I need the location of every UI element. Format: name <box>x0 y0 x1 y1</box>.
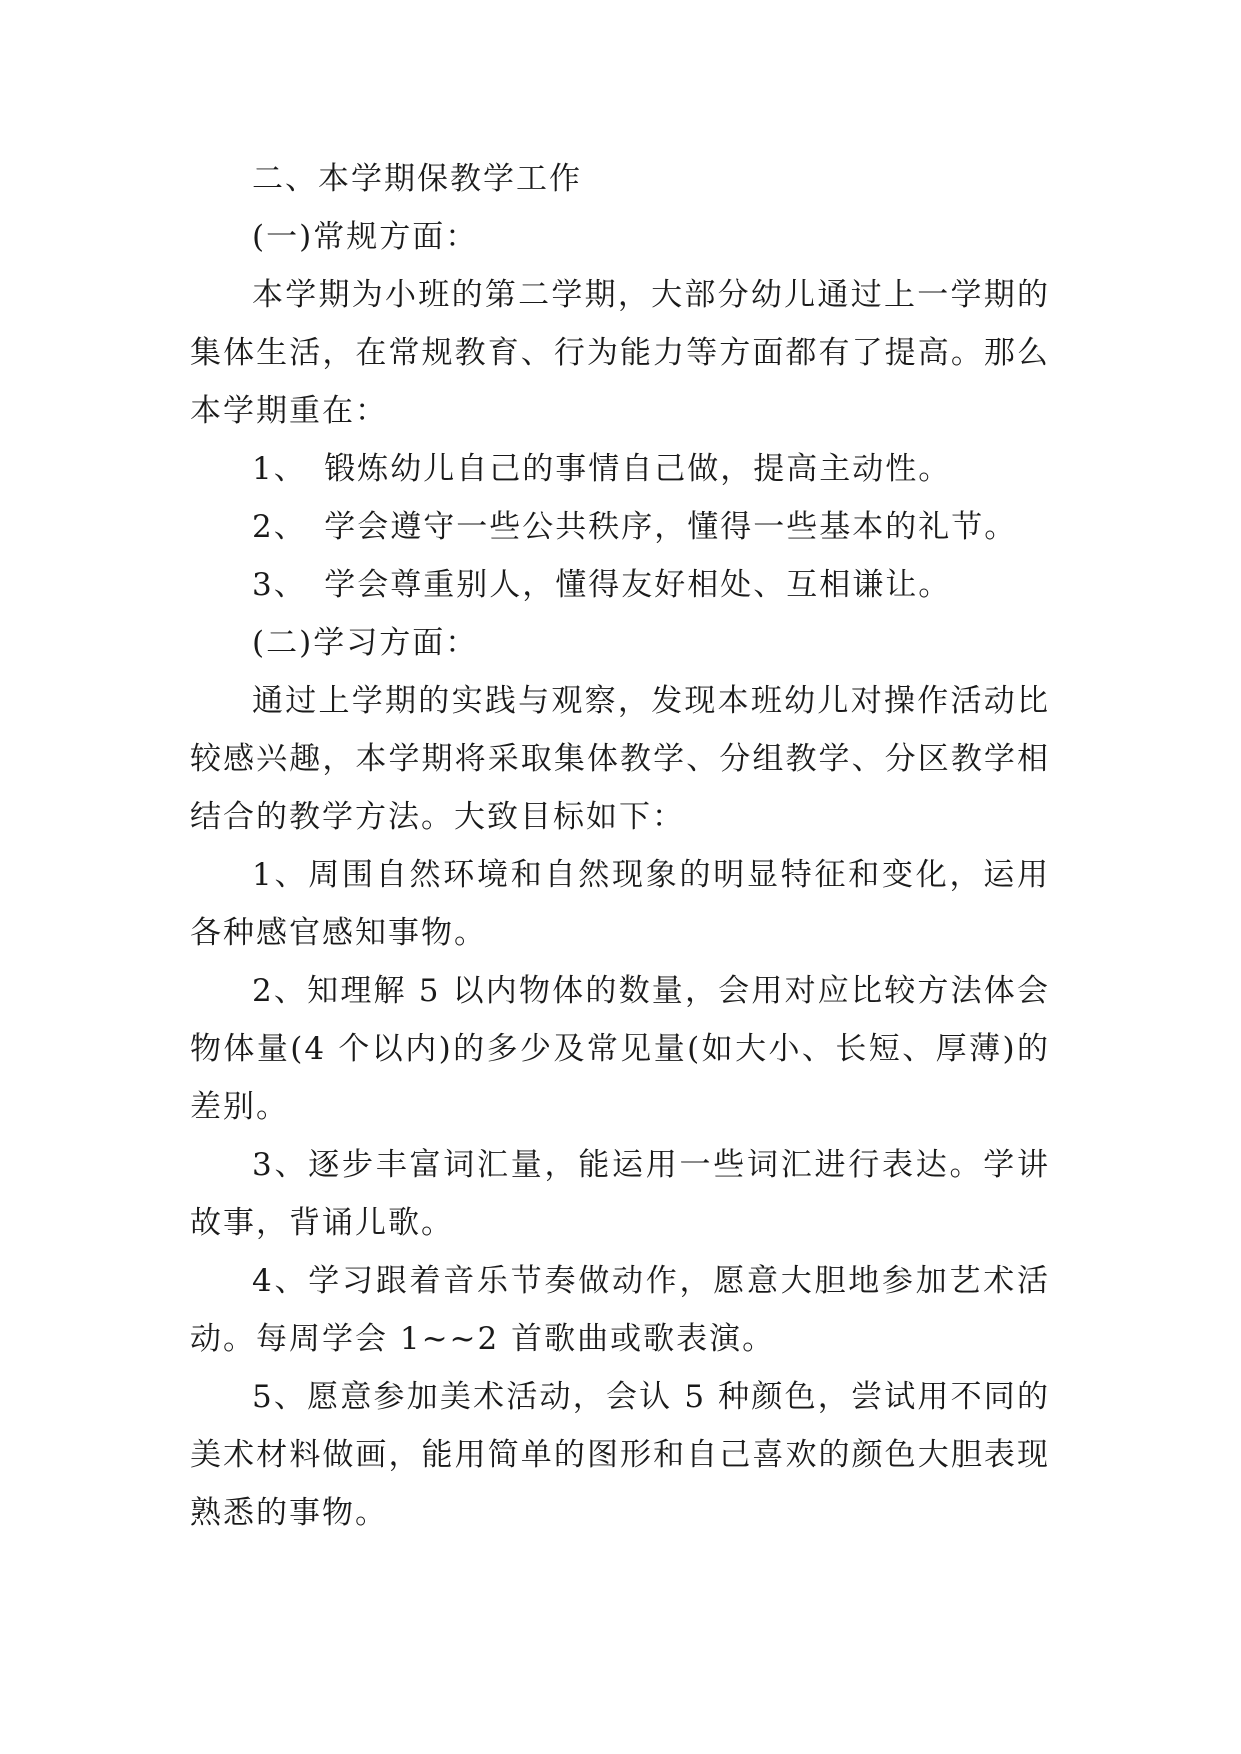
document-body <box>190 150 1050 1542</box>
learning-item-1: 1、周围自然环境和自然现象的明显特征和变化，运用各种感官感知事物。 <box>190 857 1050 951</box>
learning-item-2: 2、知理解 5 以内物体的数量，会用对应比较方法体会物体量(4 个以内)的多少及常见量(如大小、长短、厚薄)的差别。 <box>190 973 1050 1125</box>
subsection-title-routine: (一)常规方面： <box>252 219 479 255</box>
learning-item-3: 3、逐步丰富词汇量，能运用一些词汇进行表达。学讲故事，背诵儿歌。 <box>190 1147 1050 1241</box>
routine-item-3: 3、 学会尊重别人，懂得友好相处、互相谦让。 <box>252 567 952 603</box>
learning-item-4: 4、学习跟着音乐节奏做动作，愿意大胆地参加艺术活动。每周学会 1~~2 首歌曲或歌表演。 <box>190 1263 1050 1357</box>
paragraph-learning-intro: 通过上学期的实践与观察，发现本班幼儿对操作活动比较感兴趣，本学期将采取集体教学、分组教学、分区教学相结合的教学方法。大致目标如下： <box>190 683 1050 835</box>
section-title: 二、本学期保教学工作 <box>252 161 582 197</box>
routine-item-2: 2、 学会遵守一些公共秩序，懂得一些基本的礼节。 <box>252 509 1018 545</box>
learning-item-5: 5、愿意参加美术活动，会认 5 种颜色，尝试用不同的美术材料做画，能用简单的图形和自己喜欢的颜色大胆表现熟悉的事物。 <box>190 1379 1050 1531</box>
paragraph-routine-intro: 本学期为小班的第二学期，大部分幼儿通过上一学期的集体生活，在常规教育、行为能力等方面都有了提高。那么本学期重在： <box>190 277 1050 429</box>
routine-item-1: 1、 锻炼幼儿自己的事情自己做，提高主动性。 <box>252 451 952 487</box>
subsection-title-learning: (二)学习方面： <box>252 625 479 661</box>
